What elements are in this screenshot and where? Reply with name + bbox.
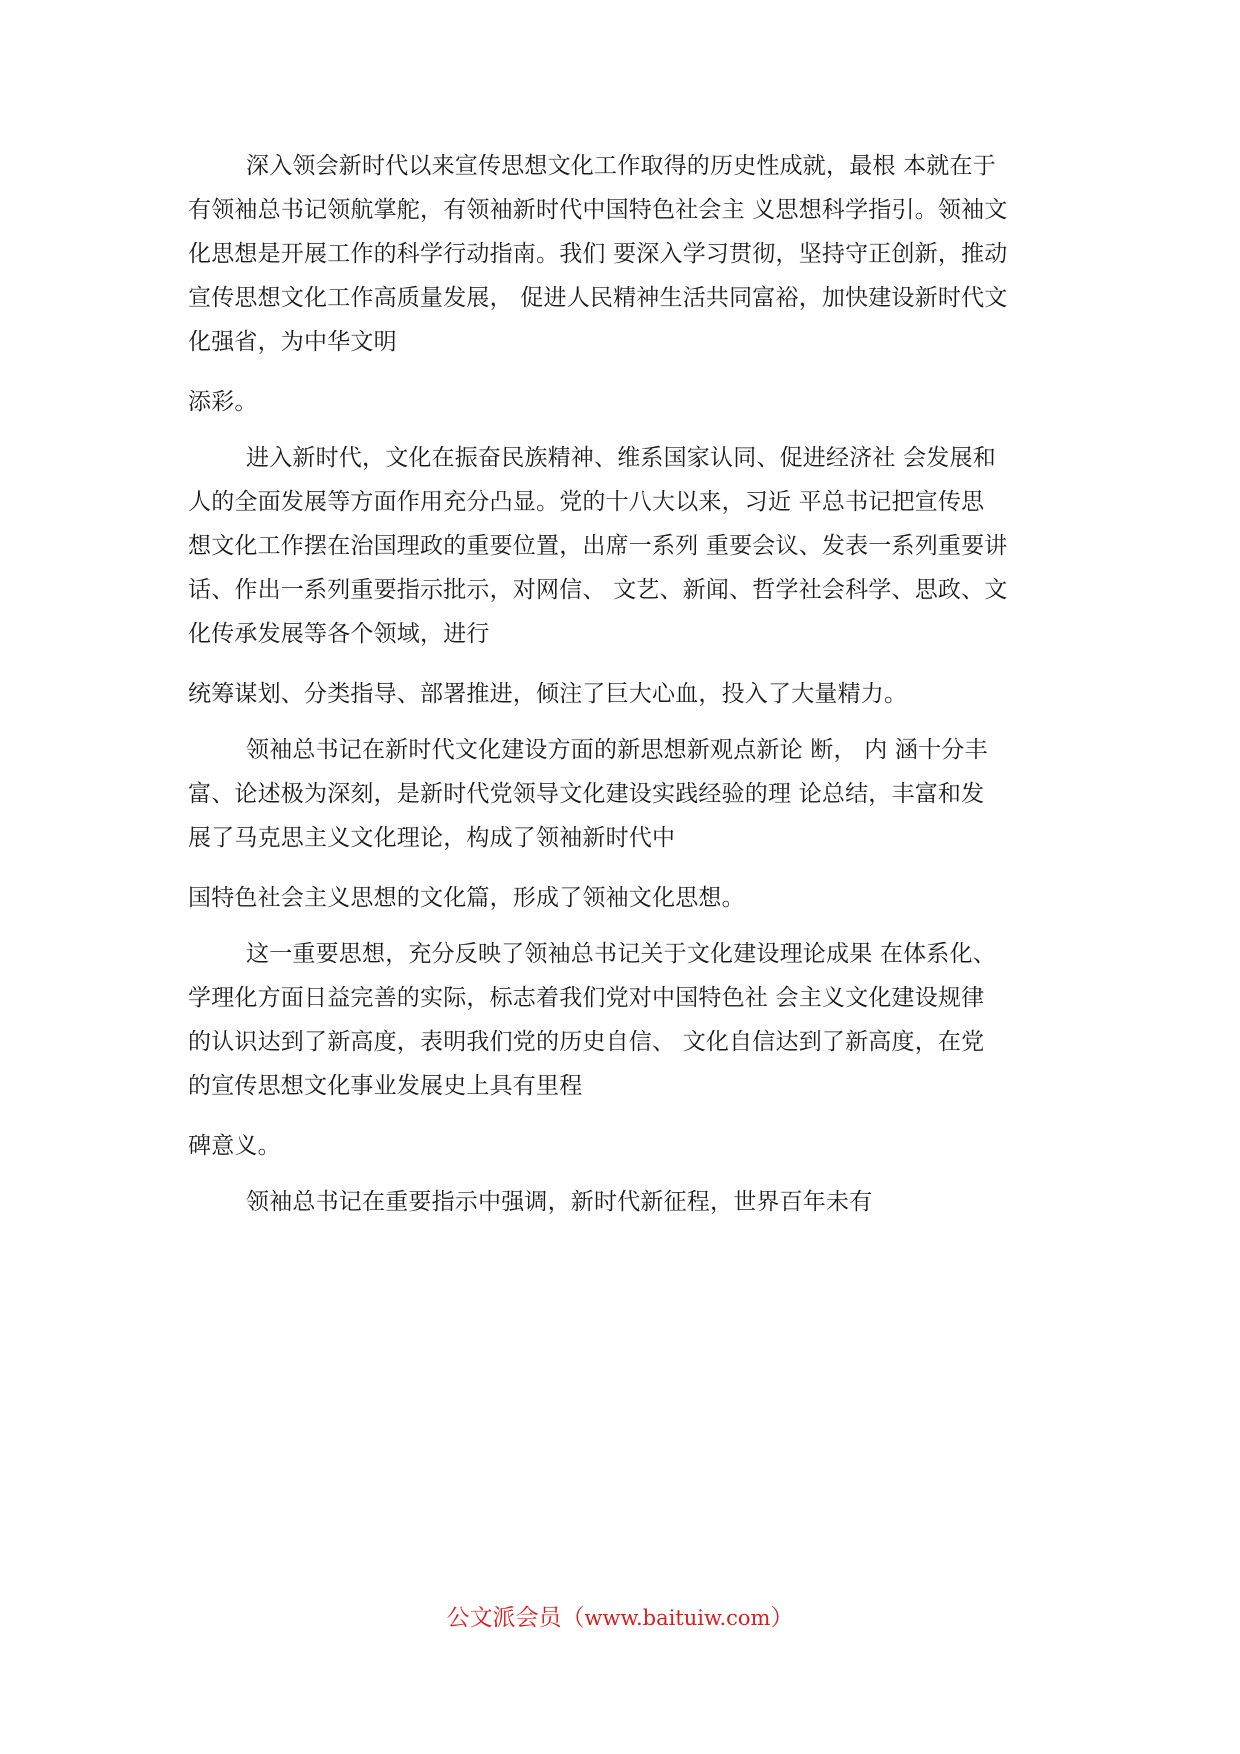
text-line: 进入新时代，文化在振奋民族精神、维系国家认同、促进经济社 会发展和 — [246, 445, 996, 471]
footer-close: ） — [770, 1605, 794, 1631]
text-line: 学理化方面日益完善的实际，标志着我们党对中国特色社 会主义文化建设规律 — [188, 985, 985, 1011]
text-line: 国特色社会主义思想的文化篇，形成了领袖文化思想。 — [188, 885, 745, 911]
text-line: 领袖总书记在重要指示中强调，新时代新征程，世界百年未有 — [246, 1189, 873, 1215]
text-line: 碑意义。 — [188, 1133, 281, 1159]
text-line: 人的全面发展等方面作用充分凸显。党的十八大以来，习近 平总书记把宣传思 — [188, 489, 985, 515]
text-line: 有领袖总书记领航掌舵，有领袖新时代中国特色社会主 义思想科学指引。领袖文 — [188, 197, 1008, 223]
text-line: 统筹谋划、分类指导、部署推进，倾注了巨大心血，投入了大量精力。 — [188, 681, 908, 707]
text-line: 化强省，为中华文明 — [188, 329, 397, 355]
text-line: 的宣传思想文化事业发展史上具有里程 — [188, 1073, 583, 1099]
text-line: 化传承发展等各个领域，进行 — [188, 621, 490, 647]
text-line: 想文化工作摆在治国理政的重要位置，出席一系列 重要会议、发表一系列重要讲 — [188, 533, 1008, 559]
text-line: 深入领会新时代以来宣传思想文化工作取得的历史性成就，最根 本就在于 — [246, 153, 996, 179]
text-line: 领袖总书记在新时代文化建设方面的新思想新观点新论 断， 内 涵十分丰 — [246, 737, 988, 763]
text-line: 这一重要思想，充分反映了领袖总书记关于文化建设理论成果 在体系化、 — [246, 941, 996, 967]
text-line: 展了马克思主义文化理论，构成了领袖新时代中 — [188, 825, 676, 851]
text-line: 添彩。 — [188, 389, 258, 415]
text-line: 宣传思想文化工作高质量发展， 促进人民精神生活共同富裕，加快建设新时代文 — [188, 285, 1008, 311]
footer-watermark — [0, 1602, 1240, 1634]
footer-brand: 公文派会员（ — [446, 1605, 585, 1631]
footer-url[interactable]: www.baituiw.com — [584, 1606, 771, 1630]
text-line: 化思想是开展工作的科学行动指南。我们 要深入学习贯彻，坚持守正创新，推动 — [188, 241, 1008, 267]
text-line: 的认识达到了新高度，表明我们党的历史自信、 文化自信达到了新高度，在党 — [188, 1029, 985, 1055]
text-line: 话、作出一系列重要指示批示，对网信、 文艺、新闻、哲学社会科学、思政、文 — [188, 577, 1008, 603]
text-line: 富、论述极为深刻，是新时代党领导文化建设实践经验的理 论总结，丰富和发 — [188, 781, 985, 807]
